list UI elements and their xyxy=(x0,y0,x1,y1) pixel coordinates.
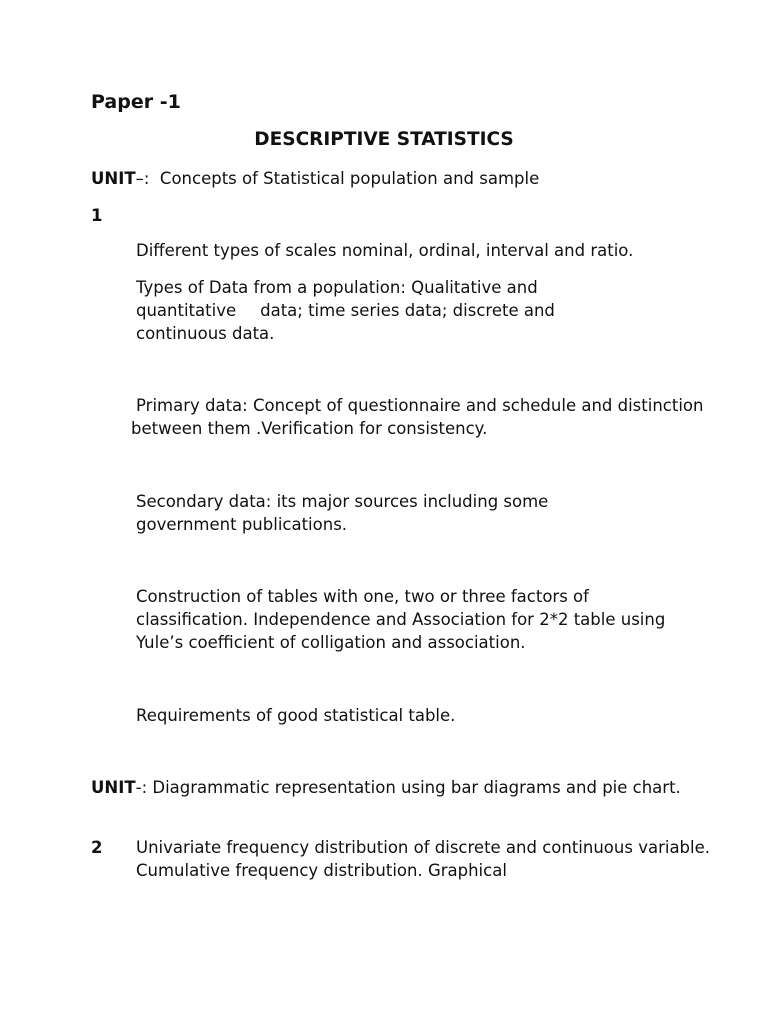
unit-2-title: Diagrammatic representation using bar diagrams and pie chart. xyxy=(152,778,681,797)
unit-1-heading xyxy=(91,167,539,190)
topic-primary-data xyxy=(91,394,711,440)
topic-secondary-data: Secondary data: its major sources including some government publications. xyxy=(136,492,549,534)
topic-types-of-data-part-2: data; time series data; discrete and continuous data. xyxy=(136,301,555,343)
paper-label: Paper -1 xyxy=(91,91,181,113)
unit-2-heading xyxy=(91,776,691,799)
unit-1-label: UNIT xyxy=(91,169,136,188)
topic-primary-data-part-2: between them .Verification for consistency. xyxy=(131,419,488,438)
unit-1-separator: –: xyxy=(135,169,150,188)
unit-1-number: 1 xyxy=(91,206,103,225)
page-title: DESCRIPTIVE STATISTICS xyxy=(254,129,514,150)
topic-good-table: Requirements of good statistical table. xyxy=(136,706,456,725)
unit-2-separator: -: xyxy=(135,778,148,797)
topic-scales: Different types of scales nominal, ordinal, interval and ratio. xyxy=(136,241,634,260)
unit-2-label: UNIT xyxy=(91,778,136,797)
topic-primary-data-part-1: Primary data: Concept of questionnaire and schedule and distinction xyxy=(136,396,704,415)
topic-types-of-data xyxy=(136,276,616,345)
unit-2-number: 2 xyxy=(91,838,103,857)
topic-frequency-distribution: Univariate frequency distribution of discrete and continuous variable. Cumulative frequency distribution. Graphical xyxy=(136,838,711,880)
topic-construction-of-tables: Construction of tables with one, two or three factors of classification. Independence and Association for 2*2 table using Yule’s coefficient of colligation and association. xyxy=(136,587,666,652)
unit-1-title: Concepts of Statistical population and sample xyxy=(159,169,540,188)
topic-types-of-data-part-1: Types of Data from a population: Qualitative and quantitative xyxy=(136,278,538,320)
